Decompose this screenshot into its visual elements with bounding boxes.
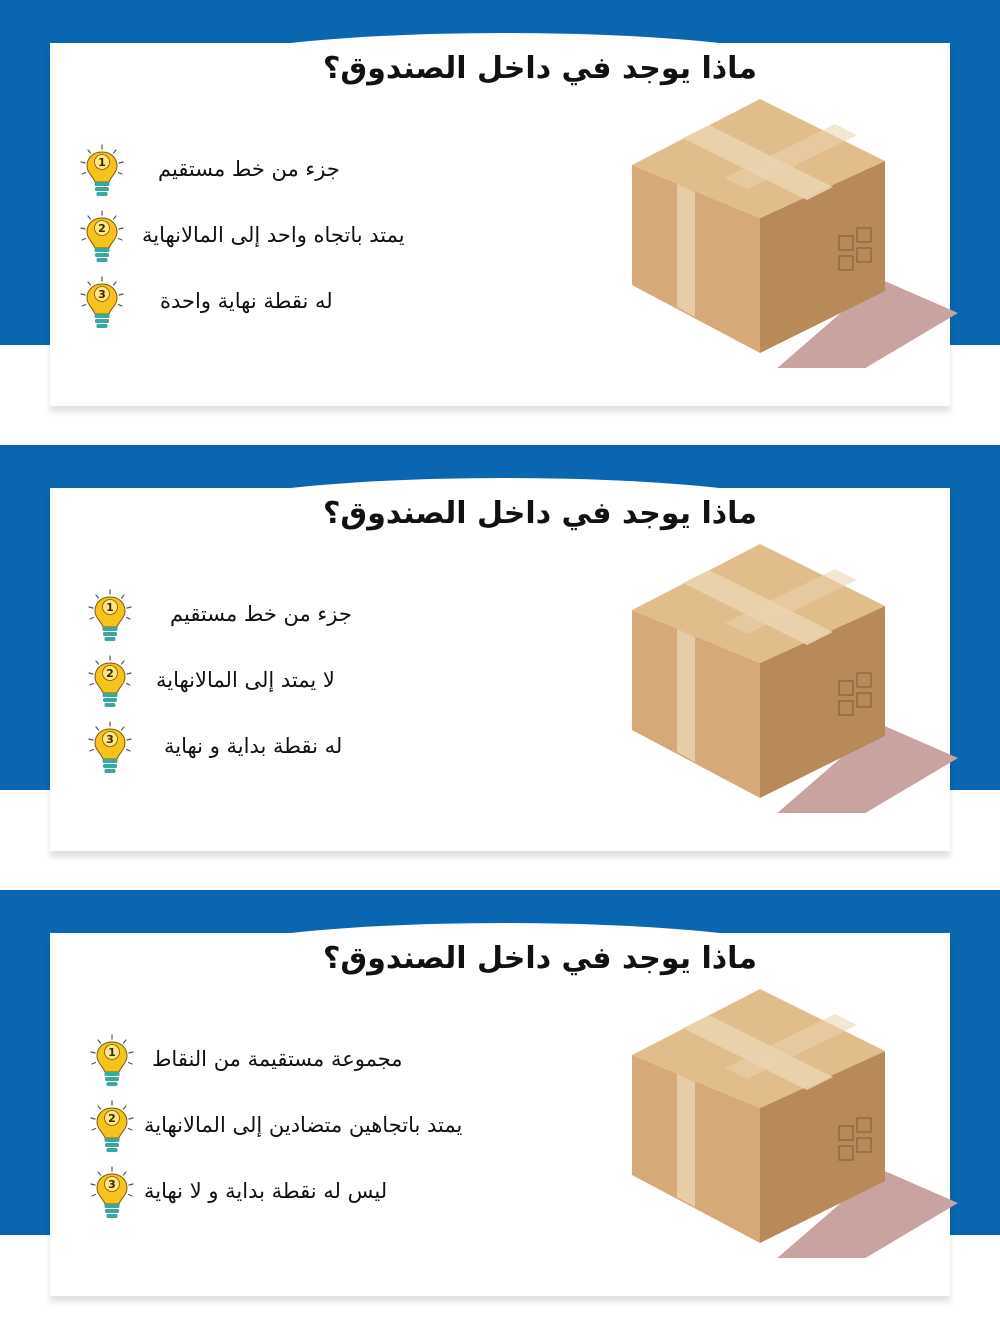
lightbulb-icon bbox=[78, 209, 126, 267]
clue-text: يمتد باتجاه واحد إلى المالانهاية bbox=[142, 223, 405, 247]
clue-text: لا يمتد إلى المالانهاية bbox=[156, 668, 335, 692]
lightbulb-icon bbox=[88, 1099, 136, 1157]
bulb-number: 1 bbox=[106, 601, 114, 614]
lightbulb-icon bbox=[86, 588, 134, 646]
clue-item-2[interactable] bbox=[88, 1099, 548, 1165]
clue-item-1[interactable] bbox=[86, 588, 546, 654]
clue-text: له نقطة بداية و نهاية bbox=[164, 734, 343, 758]
quiz-card-2 bbox=[50, 488, 950, 851]
lightbulb-icon bbox=[88, 1165, 136, 1223]
cardboard-box-icon[interactable] bbox=[625, 93, 960, 368]
quiz-card-3 bbox=[50, 933, 950, 1296]
clue-item-1[interactable] bbox=[78, 143, 538, 209]
clue-item-2[interactable] bbox=[86, 654, 546, 720]
clue-list bbox=[88, 1033, 548, 1231]
clue-item-3[interactable] bbox=[86, 720, 546, 786]
cardboard-box-icon[interactable] bbox=[625, 983, 960, 1258]
clue-text: له نقطة نهاية واحدة bbox=[160, 289, 333, 313]
card-title: ماذا يوجد في داخل الصندوق؟ bbox=[323, 496, 757, 531]
clue-text: مجموعة مستقيمة من النقاط bbox=[152, 1047, 403, 1071]
quiz-card-1 bbox=[50, 43, 950, 406]
clue-item-3[interactable] bbox=[78, 275, 538, 341]
bulb-number: 3 bbox=[98, 288, 106, 301]
cardboard-box-icon[interactable] bbox=[625, 538, 960, 813]
clue-list bbox=[78, 143, 538, 341]
bulb-number: 1 bbox=[98, 156, 106, 169]
clue-item-1[interactable] bbox=[88, 1033, 548, 1099]
lightbulb-icon bbox=[88, 1033, 136, 1091]
lightbulb-icon bbox=[78, 143, 126, 201]
clue-item-3[interactable] bbox=[88, 1165, 548, 1231]
bulb-number: 1 bbox=[108, 1046, 116, 1059]
clue-text: جزء من خط مستقيم bbox=[158, 157, 340, 181]
lightbulb-icon bbox=[86, 720, 134, 778]
bulb-number: 2 bbox=[108, 1112, 116, 1125]
clue-text: يمتد باتجاهين متضادين إلى المالانهاية bbox=[144, 1113, 463, 1137]
lightbulb-icon bbox=[78, 275, 126, 333]
clue-text: جزء من خط مستقيم bbox=[170, 602, 352, 626]
clue-list bbox=[86, 588, 546, 786]
card-title: ماذا يوجد في داخل الصندوق؟ bbox=[323, 51, 757, 86]
bulb-number: 3 bbox=[106, 733, 114, 746]
bulb-number: 2 bbox=[98, 222, 106, 235]
lightbulb-icon bbox=[86, 654, 134, 712]
bulb-number: 2 bbox=[106, 667, 114, 680]
bulb-number: 3 bbox=[108, 1178, 116, 1191]
clue-text: ليس له نقطة بداية و لا نهاية bbox=[144, 1179, 388, 1203]
clue-item-2[interactable] bbox=[78, 209, 538, 275]
card-title: ماذا يوجد في داخل الصندوق؟ bbox=[323, 941, 757, 976]
